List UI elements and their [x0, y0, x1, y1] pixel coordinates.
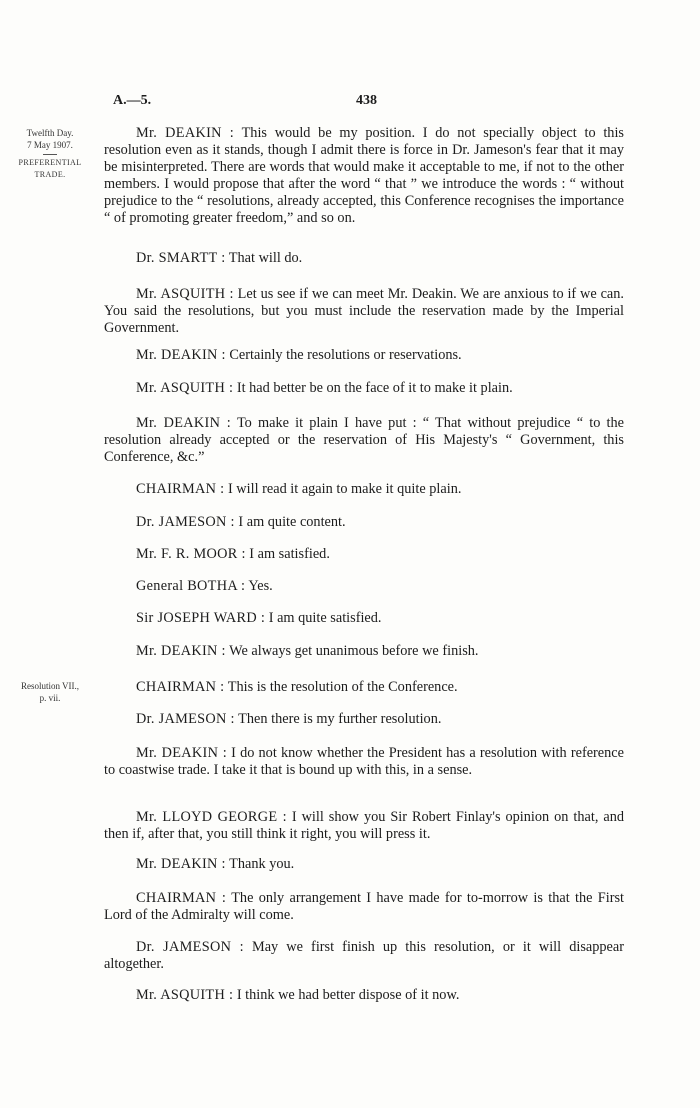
paragraph: [104, 514, 624, 531]
speaker-name: Mr. ASQUITH :: [136, 987, 234, 1003]
margin-topic-2: TRADE.: [34, 170, 66, 179]
speech-text: This would be my position. I do not specially object to this resolution even as it stands, though I admit there is force in Dr. Jameson's fear that it may be misinterpreted. There are words that would make it acceptable to me, if not to the other members. I would propose that after the word “ that ” we introduce the words : “ without prejudice to the “ resolutions, already accepted, this Conference recognises the importance “ of promoting greater freedom,” and so on.: [104, 125, 624, 226]
paragraph: [104, 380, 624, 397]
speaker-name: Mr. DEAKIN :: [136, 347, 226, 363]
margin-note-day: [0, 127, 100, 181]
speaker-name: CHAIRMAN :: [136, 481, 225, 497]
paragraph: [104, 610, 624, 627]
paragraph: [104, 745, 624, 779]
report-reference: A.—5.: [113, 93, 152, 108]
paragraph: [104, 711, 624, 728]
speaker-name: Mr. ASQUITH :: [136, 286, 234, 302]
speech-text: That will do.: [228, 250, 303, 266]
speaker-name: Dr. SMARTT :: [136, 250, 226, 266]
speech-text: I think we had better dispose of it now.: [236, 987, 460, 1003]
speech-text: Let us see if we can meet Mr. Deakin. We are anxious to if we can. You said the resolutions, but you must include the reservation made by the Imperial Government.: [104, 286, 624, 336]
speech-text: I will show you Sir Robert Finlay's opinion on that, and then if, after that, you still think it right, you will press it.: [104, 809, 624, 842]
speaker-name: Mr. DEAKIN :: [136, 745, 227, 761]
speech-text: We always get unanimous before we finish.: [229, 643, 479, 659]
paragraph: [104, 643, 624, 660]
speech-text: I am quite satisfied.: [268, 610, 382, 626]
speech-text: Thank you.: [229, 856, 295, 872]
speech-text: The only arrangement I have made for to-morrow is that the First Lord of the Admiralty will come.: [104, 890, 624, 923]
margin-note-resolution: [0, 680, 100, 704]
speech-text: I am quite content.: [238, 514, 346, 530]
paragraph: [104, 679, 624, 696]
paragraph: [104, 578, 624, 595]
speaker-name: Mr. DEAKIN :: [136, 643, 226, 659]
speech-text: May we first finish up this resolution, or it will disappear altogether.: [104, 939, 624, 972]
paragraph: [104, 987, 624, 1004]
margin-resolution-ref: p. vii.: [39, 693, 61, 703]
margin-divider: [43, 154, 57, 155]
speaker-name: CHAIRMAN :: [136, 679, 225, 695]
speech-text: I am satisfied.: [249, 546, 330, 562]
speaker-name: Sir JOSEPH WARD :: [136, 610, 266, 626]
paragraph: [104, 286, 624, 337]
paragraph: [104, 939, 624, 973]
margin-resolution: Resolution VII.,: [20, 681, 80, 691]
speech-text: I will read it again to make it quite plain.: [227, 481, 462, 497]
speaker-name: General BOTHA :: [136, 578, 246, 594]
margin-topic-1: PREFERENTIAL: [18, 158, 82, 167]
speaker-name: Mr. DEAKIN :: [136, 856, 226, 872]
speaker-name: Mr. DEAKIN :: [136, 125, 235, 141]
speaker-name: Dr. JAMESON :: [136, 711, 235, 727]
speech-text: I do not know whether the President has a resolution with reference to coastwise trade. I take it that is bound up with this, in a sense.: [104, 745, 624, 778]
margin-day: Twelfth Day.: [26, 128, 74, 138]
speech-text: It had better be on the face of it to make it plain.: [236, 380, 513, 396]
speaker-name: Mr. ASQUITH :: [136, 380, 234, 396]
paragraph: [104, 546, 624, 563]
speaker-name: Mr. F. R. MOOR :: [136, 546, 246, 562]
paragraph: [104, 856, 624, 873]
speech-text: This is the resolution of the Conference.: [227, 679, 458, 695]
speech-text: To make it plain I have put : “ That without prejudice “ to the resolution already accepted or the reservation of His Majesty's “ Government, this Conference, &c.”: [104, 415, 624, 465]
speech-text: Then there is my further resolution.: [238, 711, 442, 727]
margin-date: 7 May 1907.: [27, 140, 73, 150]
speaker-name: Mr. LLOYD GEORGE :: [136, 809, 287, 825]
paragraph: [104, 125, 624, 227]
speaker-name: CHAIRMAN :: [136, 890, 227, 906]
page-number: 438: [356, 93, 377, 108]
paragraph: [104, 347, 624, 364]
paragraph: [104, 809, 624, 843]
speech-text: Certainly the resolutions or reservations.: [229, 347, 462, 363]
paragraph: [104, 250, 624, 267]
paragraph: [104, 890, 624, 924]
speaker-name: Mr. DEAKIN :: [136, 415, 231, 431]
speaker-name: Dr. JAMESON :: [136, 514, 235, 530]
speech-text: Yes.: [248, 578, 273, 594]
paragraph: [104, 415, 624, 466]
paragraph: [104, 481, 624, 498]
speaker-name: Dr. JAMESON :: [136, 939, 244, 955]
